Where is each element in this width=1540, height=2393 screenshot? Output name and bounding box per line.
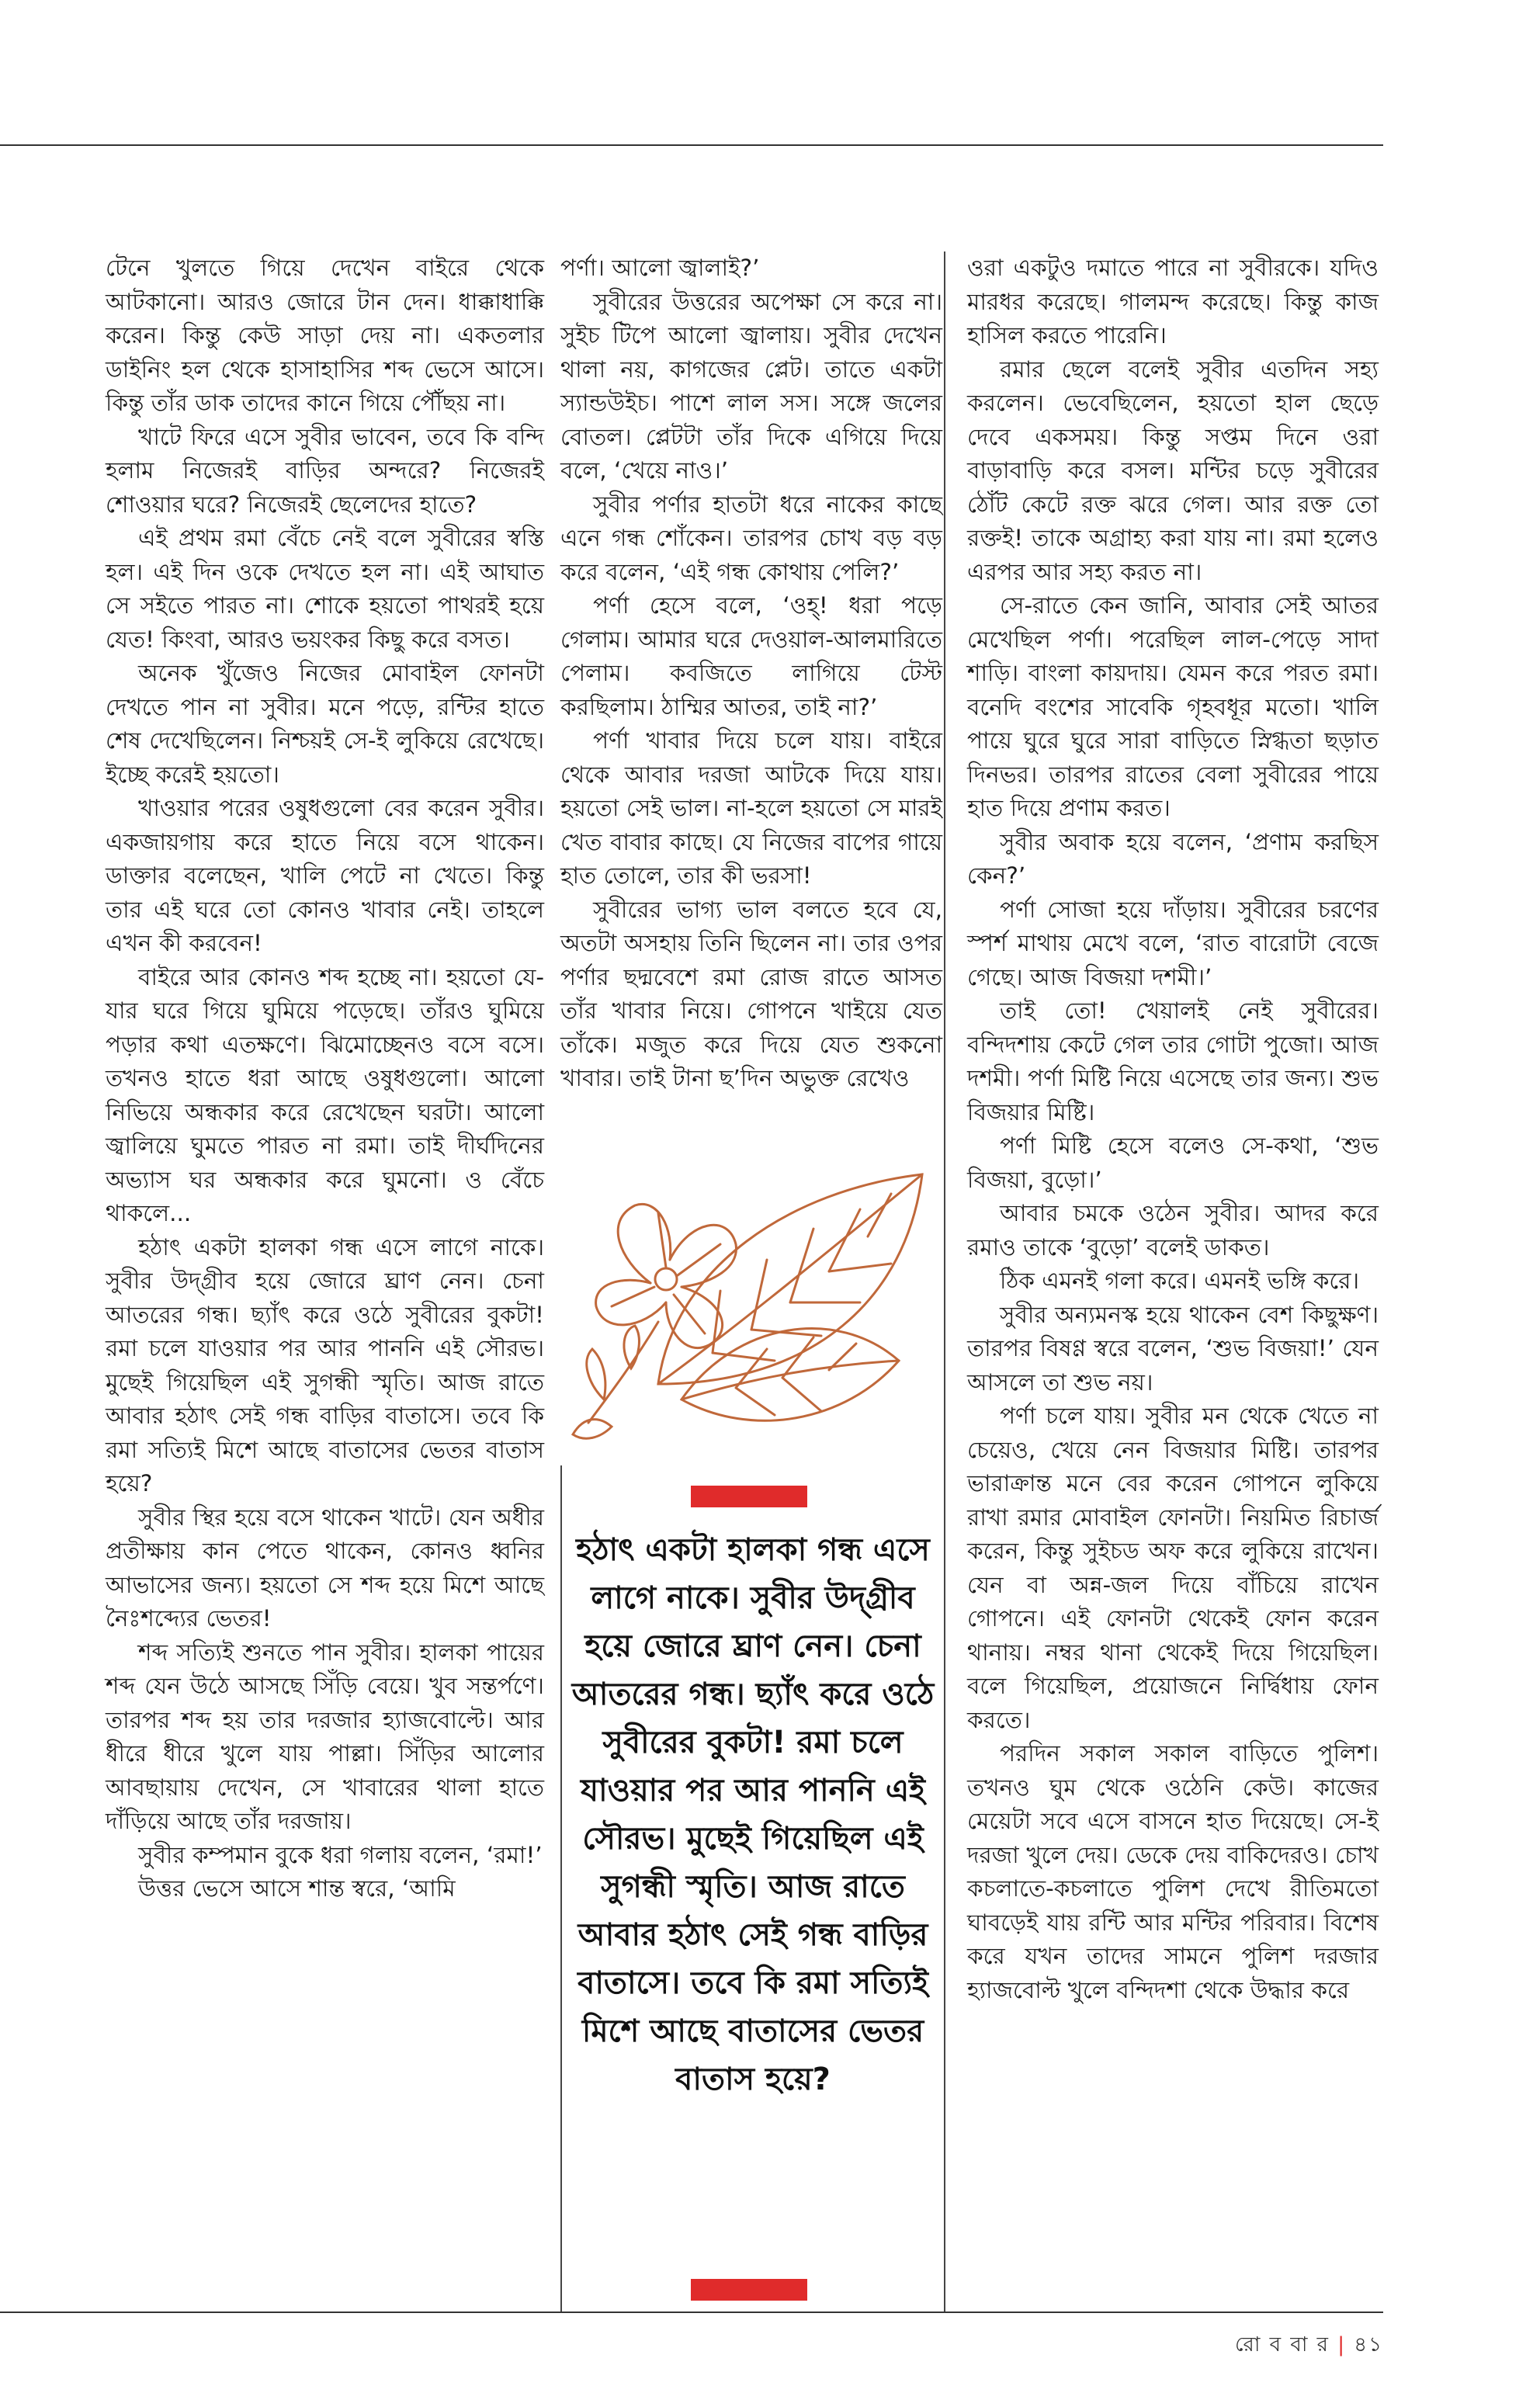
paragraph: বাইরে আর কোনও শব্দ হচ্ছে না। হয়তো যে-যার ঘরে গিয়ে ঘুমিয়ে পড়েছে। তাঁরও ঘুমিয়ে পড়ার কথা এতক্ষণে। ঝিমোচ্ছেনও বসে বসে। তখনও হাতে ধরা আছে ওষুধগুলো। আলো নিভিয়ে অন্ধকার করে রেখেছেন ঘরটা। আলো জ্বালিয়ে ঘুমতে পারত না রমা। তাই দীর্ঘদিনের অভ্যাস ঘর অন্ধকার করে ঘুমনো। ও বেঁচে থাকলে... [106,963,544,1226]
paragraph: সুবীর স্থির হয়ে বসে থাকেন খাটে। যেন অধীর প্রতীক্ষায় কান পেতে থাকেন, কোনও ধ্বনির আভাসের জন্য। হয়তো সে শব্দ হয়ে মিশে আছে নৈঃশব্দ্যের ভেতর! [106,1503,544,1632]
article-column-1 [106,251,544,1906]
paragraph: সে-রাতে কেন জানি, আবার সেই আতর মেখেছিল পর্ণা। পরেছিল লাল-পেড়ে সাদা শাড়ি। বাংলা কায়দায়। যেমন করে পরত রমা। বনেদি বংশের সাবেকি গৃহবধূর মতো। খালি পায়ে ঘুরে ঘুরে সারা বাড়িতে স্নিগ্ধতা ছড়াত দিনভর। তারপর রাতের বেলা সুবীরের পায়ে হাত দিয়ে প্রণাম করত। [967,592,1379,821]
pull-quote [567,1479,939,2310]
paragraph: পর্ণা সোজা হয়ে দাঁড়ায়। সুবীরের চরণের স্পর্শ মাথায় মেখে বলে, ‘রাত বারোটা বেজে গেছে। আজ বিজয়া দশমী।’ [967,896,1379,990]
paragraph: পর্ণা খাবার দিয়ে চলে যায়। বাইরে থেকে আবার দরজা আটকে দিয়ে যায়। হয়তো সেই ভাল। না-হলে হয়তো সে মারই খেত বাবার কাছে। যে নিজের বাপের গায়ে হাত তোলে, তার কী ভরসা! [560,727,942,889]
paragraph: খাওয়ার পরের ওষুধগুলো বের করেন সুবীর। একজায়গায় করে হাতে নিয়ে বসে থাকেন। ডাক্তার বলেছেন, খালি পেটে না খেতে। কিন্তু তার এই ঘরে তো কোনও খাবার নেই। তাহলে এখন কী করবেন! [106,795,544,956]
page-footer [1235,2329,1383,2363]
paragraph: সুবীরের উত্তরের অপেক্ষা সে করে না। সুইচ টিপে আলো জ্বালায়। সুবীর দেখেন থালা নয়, কাগজের প্লেট। তাতে একটা স্যান্ডউইচ। পাশে লাল সস। সঙ্গে জলের বোতল। প্লেটটা তাঁর দিকে এগিয়ে দিয়ে বলে, ‘খেয়ে নাও।’ [560,288,942,484]
paragraph: রমার ছেলে বলেই সুবীর এতদিন সহ্য করলেন। ভেবেছিলেন, হয়তো হাল ছেড়ে দেবে একসময়। কিন্তু সপ্তম দিনে ওরা বাড়াবাড়ি করে বসল। মন্টির চড়ে সুবীরের ঠোঁট কেটে রক্ত ঝরে গেল। আর রক্ত তো রক্তই! তাকে অগ্রাহ্য করা যায় না। রমা হলেও এরপর আর সহ্য করত না। [967,355,1379,585]
paragraph: সুবীরের ভাগ্য ভাল বলতে হবে যে, অতটা অসহায় তিনি ছিলেন না। তার ওপর পর্ণার ছদ্মবেশে রমা রোজ রাতে আসত তাঁর খাবার নিয়ে। গোপনে খাইয়ে যেত তাঁকে। মজুত করে দিয়ে যেত শুকনো খাবার। তাই টানা ছ’দিন অভুক্ত রেখেও [560,896,942,1091]
paragraph: পর্ণা মিষ্টি হেসে বলেও সে-কথা, ‘শুভ বিজয়া, বুড়ো।’ [967,1132,1379,1193]
paragraph: শব্দ সত্যিই শুনতে পান সুবীর। হালকা পায়ের শব্দ যেন উঠে আসছে সিঁড়ি বেয়ে। খুব সন্তর্পণে। তারপর শব্দ হয় তার দরজার হ্যাজবোল্টে। আর ধীরে ধীরে খুলে যায় পাল্লা। সিঁড়ির আলোর আবছায়ায় দেখেন, সে খাবারের থালা হাতে দাঁড়িয়ে আছে তাঁর দরজায়। [106,1639,544,1834]
paragraph: পর্ণা। আলো জ্বালাই?’ [560,255,760,281]
paragraph: সুবীর কম্পমান বুকে ধরা গলায় বলেন, ‘রমা!’ [138,1841,543,1868]
leaf-flower-illustration [557,1128,939,1462]
paragraph: হঠাৎ একটা হালকা গন্ধ এসে লাগে নাকে। সুবীর উদ্‌গ্রীব হয়ে জোরে ঘ্রাণ নেন। চেনা আতরের গন্ধ। ছ্যাঁৎ করে ওঠে সুবীরের বুকটা! রমা চলে যাওয়ার পর আর পাননি এই সৌরভ। মুছেই গিয়েছিল এই সুগন্ধী স্মৃতি। আজ রাতে আবার হঠাৎ সেই গন্ধ বাড়ির বাতাসে। তবে কি রমা সত্যিই মিশে আছে বাতাসের ভেতর বাতাস হয়ে? [106,1233,544,1496]
page-number: ৪১ [1354,2333,1383,2357]
paragraph: ঠিক এমনই গলা করে। এমনই ভঙ্গি করে। [1000,1268,1360,1294]
pull-quote-bottom-bar [691,2279,807,2301]
paragraph: পর্ণা হেসে বলে, ‘ওহ্! ধরা পড়ে গেলাম। আমার ঘরে দেওয়াল-আলমারিতে পেলাম। কবজিতে লাগিয়ে টেস্ট করছিলাম। ঠাম্মির আতর, তাই না?’ [560,592,942,720]
paragraph: সুবীর অবাক হয়ে বলেন, ‘প্রণাম করছিস কেন?’ [967,828,1379,889]
article-column-2 [560,251,942,1096]
footer-separator: | [1337,2333,1346,2357]
magazine-name: রো ব বা র [1234,2333,1330,2357]
paragraph: ওরা একটুও দমাতে পারে না সুবীরকে। যদিও মারধর করেছে। গালমন্দ করেছে। কিন্তু কাজ হাসিল করতে পারেনি। [967,255,1379,349]
top-rule [0,144,1383,146]
paragraph: সুবীর অন্যমনস্ক হয়ে থাকেন বেশ কিছুক্ষণ। তারপর বিষণ্ণ স্বরে বলেন, ‘শুভ বিজয়া!’ যেন আসলে তা শুভ নয়। [967,1301,1379,1396]
paragraph: তাই তো! খেয়ালই নেই সুবীরের। বন্দিদশায় কেটে গেল তার গোটা পুজো। আজ দশমী। পর্ণা মিষ্টি নিয়ে এসেছে তার জন্য। শুভ বিজয়ার মিষ্টি। [967,997,1379,1125]
bottom-rule [0,2311,1383,2313]
paragraph: পরদিন সকাল সকাল বাড়িতে পুলিশ। তখনও ঘুম থেকে ওঠেনি কেউ। কাজের মেয়েটা সবে এসে বাসনে হাত দিয়েছে। সে-ই দরজা খুলে দেয়। ডেকে দেয় বাকিদেরও। চোখ কচলাতে-কচলাতে পুলিশ দেখে রীতিমতো ঘাবড়েই যায় রন্টি আর মন্টির পরিবার। বিশেষ করে যখন তাদের সামনে পুলিশ দরজার হ্যাজবোল্ট খুলে বন্দিদশা থেকে উদ্ধার করে [967,1740,1379,2003]
column-divider [944,251,945,2311]
paragraph: খাটে ফিরে এসে সুবীর ভাবেন, তবে কি বন্দি হলাম নিজেরই বাড়ির অন্দরে? নিজেরই শোওয়ার ঘরে? নিজেরই ছেলেদের হাতে? [106,423,544,518]
paragraph: পর্ণা চলে যায়। সুবীর মন থেকে খেতে না চেয়েও, খেয়ে নেন বিজয়ার মিষ্টি। তারপর ভারাক্রান্ত মনে বের করেন গোপনে লুকিয়ে রাখা রমার মোবাইল ফোনটা। নিয়মিত রিচার্জ করেন, কিন্তু সুইচড অফ করে লুকিয়ে রাখেন। যেন বা অন্ন-জল দিয়ে বাঁচিয়ে রাখেন গোপনে। এই ফোনটা থেকেই ফোন করেন থানায়। নম্বর থানা থেকেই দিয়ে গিয়েছিল। বলে গিয়েছিল, প্রয়োজনে নির্দ্বিধায় ফোন করতে। [967,1403,1379,1733]
article-column-3 [967,251,1379,2007]
paragraph: এই প্রথম রমা বেঁচে নেই বলে সুবীরের স্বস্তি হল। এই দিন ওকে দেখতে হল না। এই আঘাত সে সইতে পারত না। শোকে হয়তো পাথরই হয়ে যেত! কিংবা, আরও ভয়ংকর কিছু করে বসত। [106,525,544,653]
paragraph: আবার চমকে ওঠেন সুবীর। আদর করে রমাও তাকে ‘বুড়ো’ বলেই ডাকত। [967,1200,1379,1261]
paragraph: সুবীর পর্ণার হাতটা ধরে নাকের কাছে এনে গন্ধ শোঁকেন। তারপর চোখ বড় বড় করে বলেন, ‘এই গন্ধ কোথায় পেলি?’ [560,491,942,585]
pull-quote-top-bar [691,1486,807,1507]
paragraph: টেনে খুলতে গিয়ে দেখেন বাইরে থেকে আটকানো। আরও জোরে টান দেন। ধাক্কাধাক্কি করেন। কিন্তু কেউ সাড়া দেয় না। একতলার ডাইনিং হল থেকে হাসাহাসির শব্দ ভেসে আসে। কিন্তু তাঁর ডাক তাদের কানে গিয়ে পৌঁছয় না। [106,255,544,416]
pull-quote-text: হঠাৎ একটা হালকা গন্ধ এসে লাগে নাকে। সুবীর উদ্‌গ্রীব হয়ে জোরে ঘ্রাণ নেন। চেনা আতরের গন্ধ। ছ্যাঁৎ করে ওঠে সুবীরের বুকটা! রমা চলে যাওয়ার পর আর পাননি এই সৌরভ। মুছেই গিয়েছিল এই সুগন্ধী স্মৃতি। আজ রাতে আবার হঠাৎ সেই গন্ধ বাড়ির বাতাসে। তবে কি রমা সত্যিই মিশে আছে বাতাসের ভেতর বাতাস হয়ে? [571,1532,935,2097]
paragraph: অনেক খুঁজেও নিজের মোবাইল ফোনটা দেখতে পান না সুবীর। মনে পড়ে, রন্টির হাতে শেষ দেখেছিলেন। নিশ্চয়ই সে-ই লুকিয়ে রেখেছে। ইচ্ছে করেই হয়তো। [106,660,544,788]
paragraph: উত্তর ভেসে আসে শান্ত স্বরে, ‘আমি [138,1875,456,1902]
column-divider [560,1465,562,2311]
